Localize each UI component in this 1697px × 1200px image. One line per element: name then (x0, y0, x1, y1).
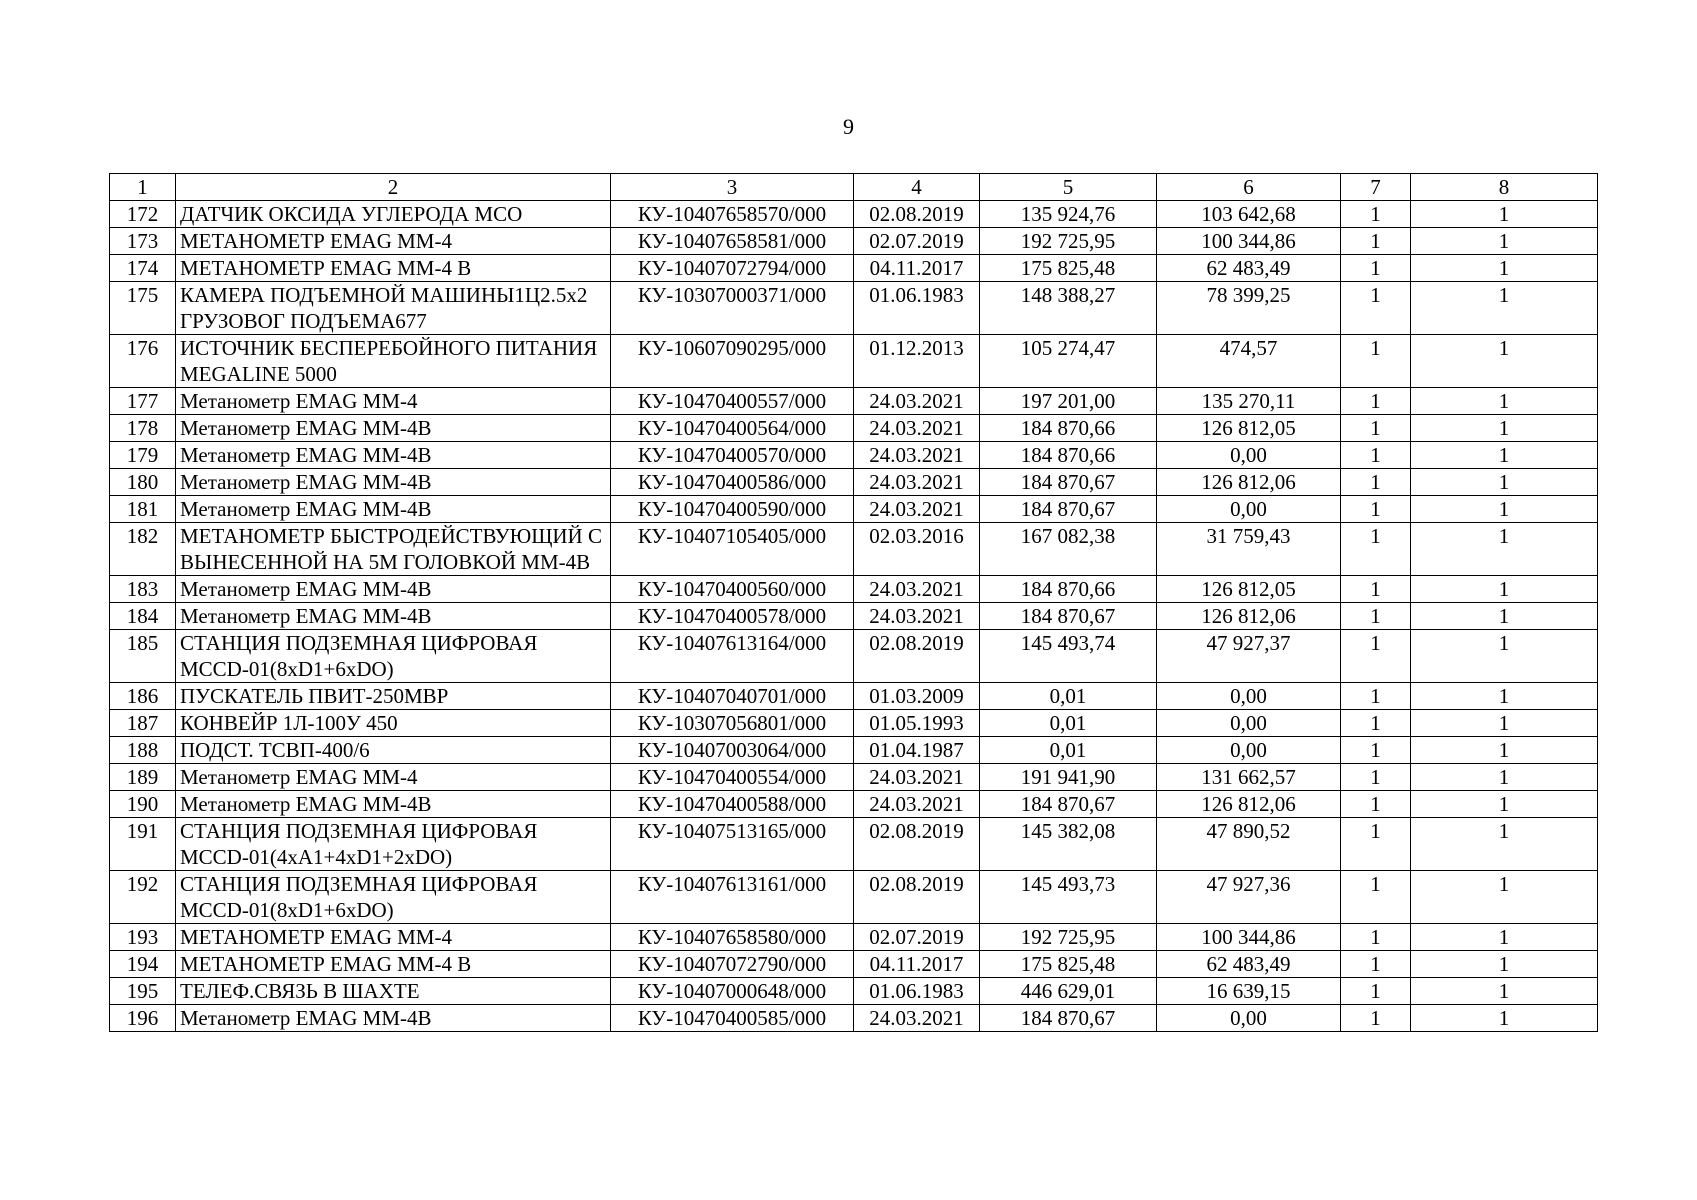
cell-residual-cost: 47 890,52 (1157, 818, 1341, 871)
cell-quantity-7: 1 (1341, 924, 1411, 951)
cell-initial-cost: 184 870,67 (980, 603, 1157, 630)
cell-date: 02.07.2019 (854, 228, 980, 255)
cell-row-number: 190 (110, 791, 176, 818)
cell-quantity-8: 1 (1411, 978, 1598, 1005)
cell-quantity-7: 1 (1341, 630, 1411, 683)
cell-inventory-number: КУ-10607090295/000 (611, 335, 854, 388)
cell-inventory-number: КУ-10407000648/000 (611, 978, 854, 1005)
cell-residual-cost: 0,00 (1157, 710, 1341, 737)
cell-inventory-number: КУ-10470400570/000 (611, 442, 854, 469)
table-row (110, 469, 1598, 496)
table-row (110, 818, 1598, 871)
cell-inventory-number: КУ-10407003064/000 (611, 737, 854, 764)
cell-quantity-8: 1 (1411, 576, 1598, 603)
table-row (110, 710, 1598, 737)
cell-inventory-number: КУ-10307000371/000 (611, 282, 854, 335)
cell-name: Метанометр EMAG MM-4B (176, 603, 611, 630)
cell-quantity-8: 1 (1411, 335, 1598, 388)
cell-inventory-number: КУ-10470400554/000 (611, 764, 854, 791)
cell-row-number: 186 (110, 683, 176, 710)
table-row (110, 924, 1598, 951)
cell-quantity-7: 1 (1341, 603, 1411, 630)
cell-initial-cost: 0,01 (980, 683, 1157, 710)
cell-initial-cost: 446 629,01 (980, 978, 1157, 1005)
cell-name: Метанометр EMAG MM-4B (176, 576, 611, 603)
cell-inventory-number: КУ-10407658581/000 (611, 228, 854, 255)
cell-date: 04.11.2017 (854, 951, 980, 978)
cell-date: 04.11.2017 (854, 255, 980, 282)
cell-quantity-8: 1 (1411, 201, 1598, 228)
cell-residual-cost: 474,57 (1157, 335, 1341, 388)
cell-date: 01.06.1983 (854, 978, 980, 1005)
table-row (110, 951, 1598, 978)
cell-residual-cost: 0,00 (1157, 737, 1341, 764)
cell-date: 02.08.2019 (854, 871, 980, 924)
cell-quantity-8: 1 (1411, 630, 1598, 683)
table-row (110, 630, 1598, 683)
cell-row-number: 192 (110, 871, 176, 924)
cell-row-number: 172 (110, 201, 176, 228)
cell-name: ТЕЛЕФ.СВЯЗЬ В ШАХТЕ (176, 978, 611, 1005)
cell-inventory-number: КУ-10407072794/000 (611, 255, 854, 282)
cell-residual-cost: 100 344,86 (1157, 924, 1341, 951)
cell-quantity-7: 1 (1341, 496, 1411, 523)
column-header-1: 1 (110, 174, 176, 201)
cell-quantity-7: 1 (1341, 255, 1411, 282)
cell-name: Метанометр EMAG MM-4 (176, 764, 611, 791)
cell-inventory-number: КУ-10470400586/000 (611, 469, 854, 496)
cell-row-number: 176 (110, 335, 176, 388)
column-header-6: 6 (1157, 174, 1341, 201)
cell-quantity-8: 1 (1411, 282, 1598, 335)
cell-quantity-8: 1 (1411, 764, 1598, 791)
cell-inventory-number: КУ-10407613164/000 (611, 630, 854, 683)
cell-quantity-7: 1 (1341, 951, 1411, 978)
cell-quantity-7: 1 (1341, 201, 1411, 228)
column-header-5: 5 (980, 174, 1157, 201)
cell-quantity-7: 1 (1341, 764, 1411, 791)
cell-initial-cost: 145 493,74 (980, 630, 1157, 683)
cell-residual-cost: 62 483,49 (1157, 255, 1341, 282)
cell-residual-cost: 0,00 (1157, 496, 1341, 523)
cell-quantity-7: 1 (1341, 523, 1411, 576)
cell-row-number: 179 (110, 442, 176, 469)
cell-date: 02.08.2019 (854, 630, 980, 683)
cell-row-number: 181 (110, 496, 176, 523)
cell-quantity-8: 1 (1411, 951, 1598, 978)
cell-quantity-8: 1 (1411, 496, 1598, 523)
cell-initial-cost: 192 725,95 (980, 924, 1157, 951)
cell-inventory-number: КУ-10407613161/000 (611, 871, 854, 924)
cell-quantity-8: 1 (1411, 791, 1598, 818)
cell-quantity-7: 1 (1341, 388, 1411, 415)
cell-initial-cost: 184 870,67 (980, 469, 1157, 496)
cell-residual-cost: 131 662,57 (1157, 764, 1341, 791)
cell-quantity-7: 1 (1341, 442, 1411, 469)
cell-name: МЕТАНОМЕТР EMAG MM-4 B (176, 951, 611, 978)
cell-initial-cost: 0,01 (980, 710, 1157, 737)
cell-name: КАМЕРА ПОДЪЕМНОЙ МАШИНЫ1Ц2.5х2 ГРУЗОВОГ ПОДЪЕМА677 (176, 282, 611, 335)
column-header-7: 7 (1341, 174, 1411, 201)
cell-row-number: 183 (110, 576, 176, 603)
cell-quantity-7: 1 (1341, 282, 1411, 335)
cell-quantity-8: 1 (1411, 924, 1598, 951)
cell-residual-cost: 126 812,06 (1157, 791, 1341, 818)
cell-row-number: 174 (110, 255, 176, 282)
cell-initial-cost: 135 924,76 (980, 201, 1157, 228)
column-header-2: 2 (176, 174, 611, 201)
cell-date: 24.03.2021 (854, 603, 980, 630)
cell-row-number: 188 (110, 737, 176, 764)
cell-initial-cost: 184 870,66 (980, 576, 1157, 603)
table-row (110, 603, 1598, 630)
column-header-8: 8 (1411, 174, 1598, 201)
cell-quantity-8: 1 (1411, 603, 1598, 630)
cell-date: 01.05.1993 (854, 710, 980, 737)
cell-row-number: 178 (110, 415, 176, 442)
asset-table (109, 173, 1598, 1032)
cell-name: ИСТОЧНИК БЕСПЕРЕБОЙНОГО ПИТАНИЯ MEGALINE 5000 (176, 335, 611, 388)
table-row (110, 255, 1598, 282)
cell-residual-cost: 126 812,05 (1157, 415, 1341, 442)
cell-initial-cost: 175 825,48 (980, 951, 1157, 978)
cell-name: ПОДСТ. ТСВП-400/6 (176, 737, 611, 764)
cell-name: СТАНЦИЯ ПОДЗЕМНАЯ ЦИФРОВАЯ MCCD-01(8xD1+6xDO) (176, 871, 611, 924)
cell-quantity-8: 1 (1411, 871, 1598, 924)
cell-row-number: 196 (110, 1005, 176, 1032)
cell-quantity-7: 1 (1341, 737, 1411, 764)
cell-name: Метанометр EMAG MM-4B (176, 469, 611, 496)
table-row (110, 442, 1598, 469)
cell-initial-cost: 184 870,67 (980, 791, 1157, 818)
cell-name: Метанометр EMAG MM-4B (176, 496, 611, 523)
cell-inventory-number: КУ-10470400588/000 (611, 791, 854, 818)
cell-row-number: 184 (110, 603, 176, 630)
cell-quantity-8: 1 (1411, 469, 1598, 496)
cell-name: Метанометр EMAG MM-4B (176, 1005, 611, 1032)
cell-initial-cost: 192 725,95 (980, 228, 1157, 255)
cell-inventory-number: КУ-10470400560/000 (611, 576, 854, 603)
cell-inventory-number: КУ-10407105405/000 (611, 523, 854, 576)
cell-inventory-number: КУ-10407513165/000 (611, 818, 854, 871)
table-body (110, 174, 1598, 1032)
table-row (110, 1005, 1598, 1032)
cell-name: КОНВЕЙР 1Л-100У 450 (176, 710, 611, 737)
cell-row-number: 195 (110, 978, 176, 1005)
cell-name: Метанометр EMAG MM-4 (176, 388, 611, 415)
cell-initial-cost: 0,01 (980, 737, 1157, 764)
cell-initial-cost: 184 870,67 (980, 1005, 1157, 1032)
cell-quantity-7: 1 (1341, 683, 1411, 710)
cell-date: 24.03.2021 (854, 469, 980, 496)
cell-inventory-number: КУ-10407072790/000 (611, 951, 854, 978)
cell-quantity-8: 1 (1411, 737, 1598, 764)
table-row (110, 282, 1598, 335)
cell-quantity-8: 1 (1411, 255, 1598, 282)
table-row (110, 737, 1598, 764)
cell-row-number: 182 (110, 523, 176, 576)
cell-inventory-number: КУ-10470400564/000 (611, 415, 854, 442)
cell-date: 01.04.1987 (854, 737, 980, 764)
cell-row-number: 173 (110, 228, 176, 255)
cell-initial-cost: 184 870,67 (980, 496, 1157, 523)
cell-initial-cost: 167 082,38 (980, 523, 1157, 576)
cell-quantity-8: 1 (1411, 442, 1598, 469)
table-row (110, 764, 1598, 791)
cell-initial-cost: 145 382,08 (980, 818, 1157, 871)
cell-residual-cost: 47 927,36 (1157, 871, 1341, 924)
cell-quantity-7: 1 (1341, 335, 1411, 388)
cell-residual-cost: 0,00 (1157, 1005, 1341, 1032)
cell-quantity-7: 1 (1341, 576, 1411, 603)
cell-name: Метанометр EMAG MM-4B (176, 442, 611, 469)
cell-date: 24.03.2021 (854, 496, 980, 523)
cell-date: 02.08.2019 (854, 201, 980, 228)
cell-quantity-7: 1 (1341, 871, 1411, 924)
cell-name: ДАТЧИК ОКСИДА УГЛЕРОДА МСО (176, 201, 611, 228)
cell-inventory-number: КУ-10407658580/000 (611, 924, 854, 951)
cell-name: МЕТАНОМЕТР EMAG MM-4 (176, 924, 611, 951)
cell-date: 24.03.2021 (854, 442, 980, 469)
cell-name: Метанометр EMAG MM-4B (176, 415, 611, 442)
cell-initial-cost: 145 493,73 (980, 871, 1157, 924)
cell-row-number: 189 (110, 764, 176, 791)
cell-inventory-number: КУ-10307056801/000 (611, 710, 854, 737)
cell-row-number: 187 (110, 710, 176, 737)
table-row (110, 791, 1598, 818)
cell-quantity-8: 1 (1411, 415, 1598, 442)
table-row (110, 523, 1598, 576)
cell-quantity-7: 1 (1341, 469, 1411, 496)
cell-name: СТАНЦИЯ ПОДЗЕМНАЯ ЦИФРОВАЯ MCCD-01(8xD1+6xDO) (176, 630, 611, 683)
cell-date: 01.03.2009 (854, 683, 980, 710)
cell-residual-cost: 78 399,25 (1157, 282, 1341, 335)
cell-residual-cost: 126 812,05 (1157, 576, 1341, 603)
cell-initial-cost: 191 941,90 (980, 764, 1157, 791)
table-row (110, 228, 1598, 255)
cell-name: МЕТАНОМЕТР БЫСТРОДЕЙСТВУЮЩИЙ С ВЫНЕСЕННОЙ НА 5М ГОЛОВКОЙ ММ-4В (176, 523, 611, 576)
column-header-4: 4 (854, 174, 980, 201)
cell-residual-cost: 103 642,68 (1157, 201, 1341, 228)
table-row (110, 201, 1598, 228)
table-row (110, 871, 1598, 924)
cell-row-number: 180 (110, 469, 176, 496)
cell-date: 01.12.2013 (854, 335, 980, 388)
cell-residual-cost: 126 812,06 (1157, 469, 1341, 496)
cell-quantity-7: 1 (1341, 978, 1411, 1005)
cell-quantity-7: 1 (1341, 791, 1411, 818)
cell-name: ПУСКАТЕЛЬ ПВИТ-250МВР (176, 683, 611, 710)
cell-date: 02.07.2019 (854, 924, 980, 951)
cell-initial-cost: 197 201,00 (980, 388, 1157, 415)
table-row (110, 388, 1598, 415)
cell-residual-cost: 126 812,06 (1157, 603, 1341, 630)
page-number: 9 (843, 114, 854, 139)
cell-inventory-number: КУ-10470400578/000 (611, 603, 854, 630)
cell-initial-cost: 184 870,66 (980, 442, 1157, 469)
cell-name: МЕТАНОМЕТР EMAG MM-4 (176, 228, 611, 255)
cell-quantity-8: 1 (1411, 388, 1598, 415)
cell-quantity-7: 1 (1341, 228, 1411, 255)
cell-residual-cost: 31 759,43 (1157, 523, 1341, 576)
cell-date: 02.03.2016 (854, 523, 980, 576)
table-header-row (110, 174, 1598, 201)
cell-quantity-7: 1 (1341, 415, 1411, 442)
cell-row-number: 191 (110, 818, 176, 871)
cell-row-number: 175 (110, 282, 176, 335)
cell-row-number: 194 (110, 951, 176, 978)
cell-date: 01.06.1983 (854, 282, 980, 335)
cell-inventory-number: КУ-10470400557/000 (611, 388, 854, 415)
cell-inventory-number: КУ-10470400590/000 (611, 496, 854, 523)
cell-date: 24.03.2021 (854, 1005, 980, 1032)
cell-residual-cost: 0,00 (1157, 683, 1341, 710)
cell-row-number: 193 (110, 924, 176, 951)
cell-initial-cost: 175 825,48 (980, 255, 1157, 282)
table-row (110, 335, 1598, 388)
cell-date: 24.03.2021 (854, 388, 980, 415)
table-row (110, 576, 1598, 603)
cell-name: МЕТАНОМЕТР EMAG MM-4 B (176, 255, 611, 282)
cell-initial-cost: 105 274,47 (980, 335, 1157, 388)
cell-quantity-7: 1 (1341, 1005, 1411, 1032)
cell-initial-cost: 148 388,27 (980, 282, 1157, 335)
cell-residual-cost: 135 270,11 (1157, 388, 1341, 415)
cell-residual-cost: 62 483,49 (1157, 951, 1341, 978)
cell-name: Метанометр EMAG MM-4B (176, 791, 611, 818)
cell-date: 24.03.2021 (854, 415, 980, 442)
cell-quantity-8: 1 (1411, 228, 1598, 255)
cell-residual-cost: 16 639,15 (1157, 978, 1341, 1005)
cell-date: 02.08.2019 (854, 818, 980, 871)
cell-residual-cost: 0,00 (1157, 442, 1341, 469)
cell-inventory-number: КУ-10407658570/000 (611, 201, 854, 228)
cell-row-number: 185 (110, 630, 176, 683)
cell-date: 24.03.2021 (854, 764, 980, 791)
column-header-3: 3 (611, 174, 854, 201)
table-row (110, 683, 1598, 710)
cell-quantity-8: 1 (1411, 683, 1598, 710)
table-row (110, 415, 1598, 442)
cell-name: СТАНЦИЯ ПОДЗЕМНАЯ ЦИФРОВАЯ MCCD-01(4xA1+4xD1+2xDO) (176, 818, 611, 871)
cell-residual-cost: 100 344,86 (1157, 228, 1341, 255)
cell-quantity-8: 1 (1411, 523, 1598, 576)
cell-quantity-8: 1 (1411, 710, 1598, 737)
cell-date: 24.03.2021 (854, 576, 980, 603)
cell-row-number: 177 (110, 388, 176, 415)
cell-initial-cost: 184 870,66 (980, 415, 1157, 442)
cell-inventory-number: КУ-10407040701/000 (611, 683, 854, 710)
cell-quantity-7: 1 (1341, 710, 1411, 737)
cell-quantity-8: 1 (1411, 818, 1598, 871)
cell-residual-cost: 47 927,37 (1157, 630, 1341, 683)
cell-date: 24.03.2021 (854, 791, 980, 818)
table-row (110, 496, 1598, 523)
table-row (110, 978, 1598, 1005)
cell-quantity-8: 1 (1411, 1005, 1598, 1032)
cell-inventory-number: КУ-10470400585/000 (611, 1005, 854, 1032)
cell-quantity-7: 1 (1341, 818, 1411, 871)
